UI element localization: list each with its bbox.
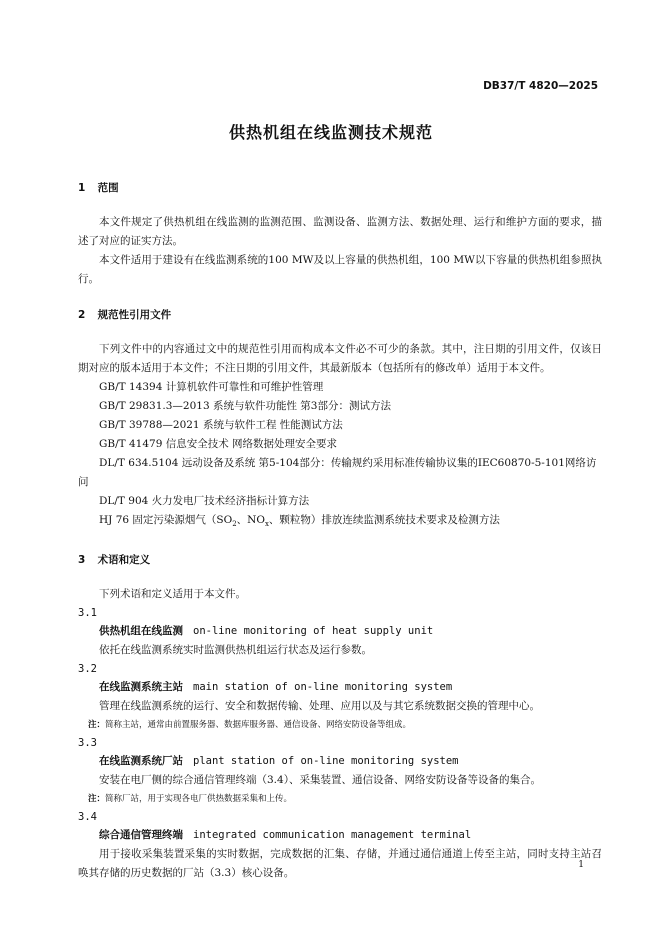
- term-number: 3.3: [78, 737, 97, 750]
- note-text: 简称主站，通常由前置服务器、数据库服务器、通信设备、网络安防设备等组成。: [105, 720, 412, 731]
- term-definition: 用于接收采集装置采集的实时数据，完成数据的汇集、存储，并通过通信通道上传至主站，同时支持主站召唤其存储的历史数据的厂站（3.3）核心设备。: [78, 848, 602, 880]
- note-text: 简称厂站，用于实现各电厂供热数据采集和上传。: [105, 794, 293, 805]
- term-english: integrated communication management terminal: [193, 829, 472, 842]
- document-body: [78, 180, 602, 883]
- section-1-heading: [78, 180, 602, 195]
- term-name: 在线监测系统主站: [99, 681, 183, 694]
- section-3-intro: 下列术语和定义适用于本文件。: [99, 588, 246, 601]
- page-number: 1: [578, 860, 584, 870]
- section-1-title: 范围: [97, 182, 119, 194]
- section-1-number: 1: [78, 182, 86, 194]
- reference-item: GB/T 29831.3—2013 系统与软件功能性 第3部分：测试方法: [99, 400, 391, 412]
- reference-hj76-subscript-2: 2: [232, 520, 237, 529]
- standard-number: DB37/T 4820—2025: [483, 80, 598, 92]
- term-heading: [78, 678, 602, 697]
- reference-item: GB/T 14394 计算机软件可靠性和可维护性管理: [99, 381, 324, 393]
- section-1-paragraph-2: 本文件适用于建设有在线监测系统的100 MW及以上容量的供热机组，100 MW以下容量的供热机组参照执行。: [78, 254, 602, 285]
- section-3-title: 术语和定义: [97, 554, 151, 567]
- term-english: main station of on-line monitoring system: [193, 681, 453, 694]
- term-definition: 安装在电厂侧的综合通信管理终端（3.4）、采集装置、通信设备、网络安防设备等设备的集合。: [99, 774, 541, 787]
- section-2-number: 2: [78, 309, 86, 321]
- section-1-paragraph-1: 本文件规定了供热机组在线监测的监测范围、监测设备、监测方法、数据处理、运行和维护方面的要求，描述了对应的证实方法。: [78, 216, 602, 247]
- term-name: 供热机组在线监测: [99, 625, 183, 638]
- document-title: 供热机组在线监测技术规范: [228, 123, 433, 142]
- reference-item: GB/T 39788—2021 系统与软件工程 性能测试方法: [99, 419, 343, 431]
- reference-item-hj76: [78, 511, 602, 534]
- term-english: on-line monitoring of heat supply unit: [193, 625, 434, 638]
- term-english: plant station of on-line monitoring system: [193, 755, 459, 768]
- note-label: 注：: [88, 720, 106, 731]
- reference-item: DL/T 634.5104 远动设备及系统 第5-104部分：传输规约采用标准传输协议集的IEC60870-5-101网络访问: [78, 457, 597, 488]
- note-label: 注：: [88, 794, 106, 805]
- term-number: 3.1: [78, 607, 97, 620]
- term-heading: [78, 826, 602, 845]
- reference-hj76-subscript-x: x: [264, 520, 269, 529]
- reference-hj76-part-a: HJ 76 固定污染源烟气（SO: [99, 514, 233, 526]
- reference-hj76-part-b: 、NO: [236, 514, 265, 526]
- term-name: 在线监测系统厂站: [99, 755, 183, 768]
- term-definition: 依托在线监测系统实时监测供热机组运行状态及运行参数。: [99, 644, 372, 657]
- term-note: [78, 790, 602, 808]
- term-heading: [78, 622, 602, 641]
- section-2-intro: 下列文件中的内容通过文中的规范性引用而构成本文件必不可少的条款。其中，注日期的引用文件，仅该日期对应的版本适用于本文件；不注日期的引用文件，其最新版本（包括所有的修改单）适用于本文件。: [78, 343, 602, 374]
- reference-item: GB/T 41479 信息安全技术 网络数据处理安全要求: [99, 438, 338, 450]
- section-3-heading: [78, 552, 602, 567]
- section-2-title: 规范性引用文件: [97, 309, 172, 321]
- reference-item: DL/T 904 火力发电厂技术经济指标计算方法: [99, 495, 310, 507]
- term-definition: 管理在线监测系统的运行、安全和数据传输、处理、应用以及与其它系统数据交换的管理中心。: [99, 700, 540, 713]
- reference-hj76-part-c: 、颗粒物）排放连续监测系统技术要求及检测方法: [268, 514, 500, 526]
- term-heading: [78, 752, 602, 771]
- term-name: 综合通信管理终端: [99, 829, 183, 842]
- section-3-number: 3: [78, 554, 86, 567]
- term-number: 3.4: [78, 811, 97, 824]
- term-note: [78, 716, 602, 734]
- section-2-heading: [78, 307, 602, 322]
- term-number: 3.2: [78, 663, 97, 676]
